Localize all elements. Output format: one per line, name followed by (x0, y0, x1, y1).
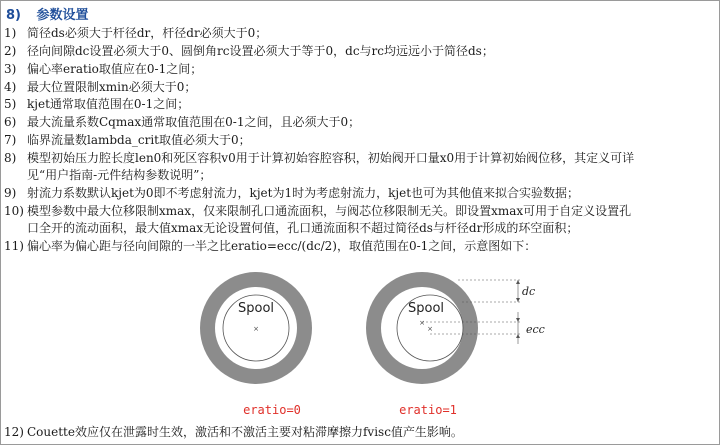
list-item-text: kjet通常取值范围在0-1之间； (27, 97, 190, 111)
list-item-number: 3) (4, 62, 17, 76)
list-item-number: 2) (4, 44, 17, 58)
list-item-number: 6) (4, 115, 17, 129)
right-spool-label: Spool (407, 301, 445, 316)
list-item-text: 模型参数中最大位移限制xmax，仅来限制孔口通流面积，与阀芯位移限制无关。即设置xmax可用于自定义设置孔 (27, 204, 632, 218)
list-item-text: 临界流量数lambda_crit取值必须大于0； (27, 133, 251, 147)
list-item-text: Couette效应仅在泄露时生效，激活和不激活主要对粘滞摩擦力fvisc值产生影响。 (27, 425, 463, 439)
left-caption: eratio=0 (243, 403, 301, 417)
list-item-number: 9) (4, 186, 17, 200)
list-item-text: 最大流量系数Cqmax通常取值范围在0-1之间，且必须大于0； (27, 115, 361, 129)
list-item-text: 简径ds必须大于杆径dr，杆径dr必须大于0； (27, 26, 268, 40)
list-item-number: 11) (4, 239, 24, 253)
list-item-text: 射流力系数默认kjet为0即不考虑射流力，kjet为1时为考虑射流力，kjet也可为其他值来拟合实验数据； (27, 186, 580, 200)
list-item-number: 8) (4, 151, 17, 165)
eccentricity-figure (200, 262, 560, 424)
section-title: 参数设置 (36, 8, 89, 23)
list-item-text: 见“用户指南-元件结构参数说明”； (27, 168, 212, 182)
list-item-number: 10) (4, 204, 24, 218)
concentric-diagram (200, 272, 312, 417)
left-spool-label: Spool (237, 301, 275, 316)
list-item-text: 偏心率为偏心距与径向间隙的一半之比eratio=ecc/(dc/2)，取值范围在0-1之间，示意图如下： (27, 239, 537, 253)
spool-center-mark: × (427, 325, 433, 333)
list-item-text: 口全开的流动面积，最大值xmax无论设置何值，孔口通流面积不超过简径ds与杆径dr形成的环空面积； (27, 221, 579, 235)
right-caption: eratio=1 (399, 403, 457, 417)
section-number: 8) (6, 8, 21, 23)
ecc-label: ecc (526, 323, 545, 336)
list-item-number: 7) (4, 133, 17, 147)
list-item-number: 5) (4, 97, 17, 111)
section-header (6, 4, 89, 23)
eccentric-diagram (366, 272, 545, 417)
dc-label: dc (522, 285, 536, 298)
list-item-number: 4) (4, 80, 17, 94)
list-item-number: 12) (4, 425, 24, 439)
list-item-number: 1) (4, 26, 17, 40)
bore-center-mark: × (419, 319, 425, 327)
list-item-text: 模型初始压力腔长度len0和死区容积v0用于计算初始容腔容积，初始阀开口量x0用于计算初始阀位移，其定义可详 (27, 151, 635, 165)
list-item-text: 偏心率eratio取值应在0-1之间； (27, 62, 203, 76)
left-center-mark: × (253, 325, 259, 333)
list-item-text: 最大位置限制xmin必须大于0； (27, 80, 197, 94)
list-item-text: 径向间隙dc设置必须大于0、圆倒角rc设置必须大于等于0，dc与rc均远远小于简径ds； (27, 44, 494, 58)
